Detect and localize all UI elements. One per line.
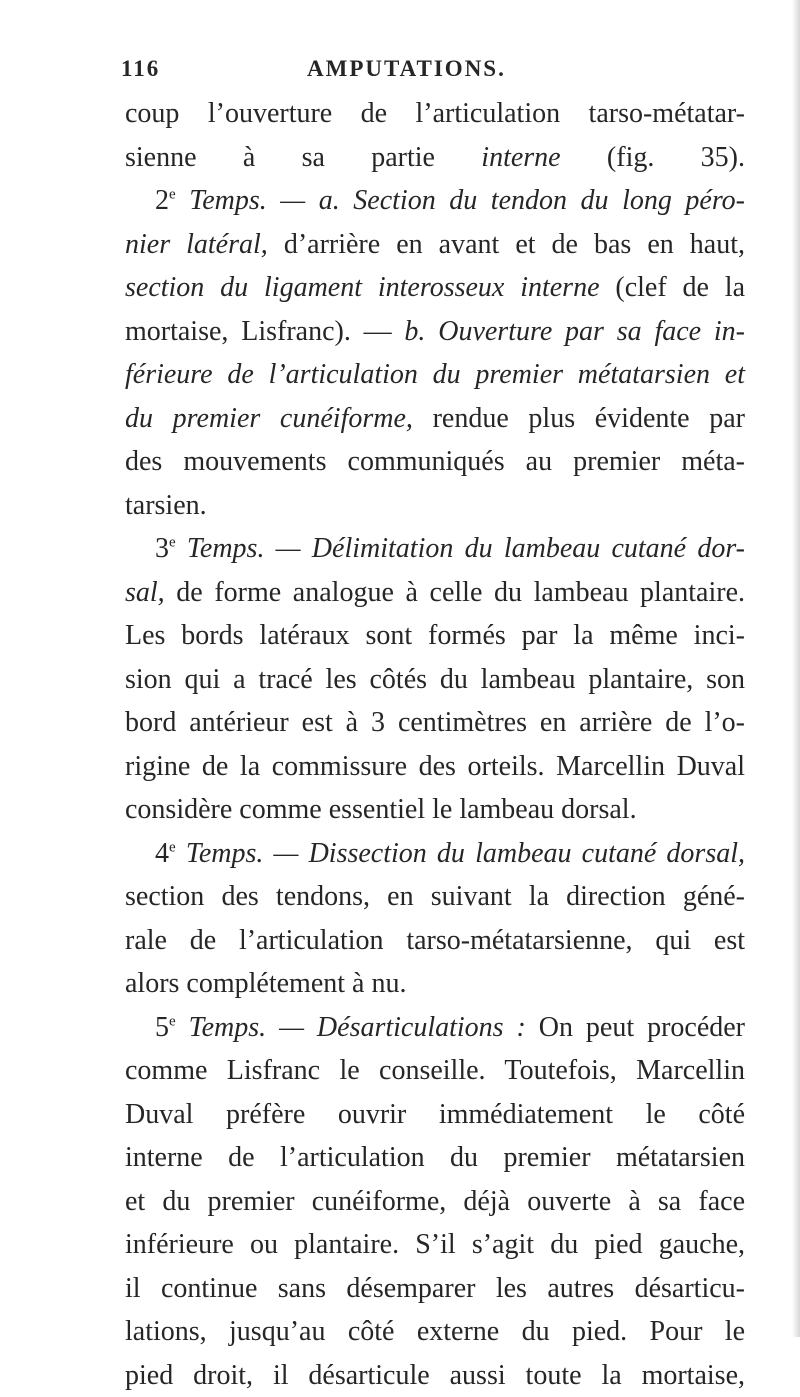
text-run: sienne à sa partie (125, 142, 481, 173)
text-line (125, 1136, 745, 1180)
text-run (176, 1012, 189, 1043)
text-line (125, 1093, 745, 1137)
text-run: sion qui a tracé les côtés du lambeau plantaire, son (125, 664, 745, 695)
italic-run: nier latéral, (125, 229, 268, 260)
text-line (125, 397, 745, 441)
page-edge-shadow (792, 0, 800, 1337)
text-run: bord antérieur est à 3 centimètres en arrière de l’o- (125, 707, 745, 738)
text-run: rale de l’articulation tarso-métatarsienne, qui est (125, 925, 745, 956)
text-line (125, 527, 745, 571)
text-line (125, 1223, 745, 1267)
text-line (125, 962, 745, 1006)
superscript: e (169, 535, 176, 551)
text-line (125, 919, 745, 963)
superscript: e (169, 1013, 176, 1029)
text-line (125, 223, 745, 267)
superscript: e (169, 839, 176, 855)
italic-run: section du ligament interosseux interne (125, 272, 600, 303)
text-line (125, 310, 745, 354)
text-run: On peut procéder (526, 1012, 745, 1043)
text-run: rendue plus évidente par (413, 403, 745, 434)
text-run: considère comme essentiel le lambeau dorsal. (125, 794, 637, 825)
text-line (125, 745, 745, 789)
text-run: il continue sans désemparer les autres désarticu- (125, 1273, 745, 1304)
text-run: comme Lisfranc le conseille. Toutefois, Marcellin (125, 1055, 745, 1086)
text-run: 3 (155, 533, 169, 564)
text-run (176, 533, 187, 564)
text-line (125, 1267, 745, 1311)
text-line (125, 179, 745, 223)
text-run: mortaise, Lisfranc). — (125, 316, 404, 347)
superscript: e (169, 187, 176, 203)
text-line (125, 658, 745, 702)
text-run: 5 (155, 1012, 169, 1043)
italic-run: interne (481, 142, 560, 173)
text-run: d’arrière en avant et de bas en haut, (268, 229, 745, 260)
text-line (125, 571, 745, 615)
italic-run: Temps. — Dissection du lambeau cutané dorsal, (186, 838, 745, 869)
text-run: coup l’ouverture de l’articulation tarso-métatar- (125, 98, 745, 129)
text-run: lations, jusqu’au côté externe du pied. Pour le (125, 1316, 745, 1347)
text-run: section des tendons, en suivant la direction géné- (125, 881, 745, 912)
text-line (125, 832, 745, 876)
text-run (176, 185, 190, 216)
text-line (125, 1354, 745, 1397)
text-line (125, 1180, 745, 1224)
text-run: alors complétement à nu. (125, 968, 406, 999)
text-line (125, 875, 745, 919)
text-run: Duval préfère ouvrir immédiatement le côté (125, 1099, 745, 1130)
text-run: 2 (155, 185, 169, 216)
text-run: pied droit, il désarticule aussi toute la mortaise, (125, 1360, 745, 1391)
text-line (125, 1006, 745, 1050)
text-line (125, 1310, 745, 1354)
text-run: (fig. 35). (561, 142, 745, 173)
text-run: 4 (155, 838, 169, 869)
text-line (125, 92, 745, 136)
text-run: interne de l’articulation du premier métatarsien (125, 1142, 745, 1173)
page-header (121, 56, 741, 82)
running-title: AMPUTATIONS. (216, 56, 741, 82)
italic-run: férieure de l’articulation du premier métatarsien et (125, 359, 745, 390)
text-run: de forme analogue à celle du lambeau plantaire. (165, 577, 745, 608)
text-run (176, 838, 186, 869)
body-text (125, 92, 745, 1397)
text-line (125, 614, 745, 658)
text-run: inférieure ou plantaire. S’il s’agit du pied gauche, (125, 1229, 745, 1260)
italic-run: Temps. — a. Section du tendon du long péro- (189, 185, 745, 216)
text-line (125, 353, 745, 397)
text-run: tarsien. (125, 490, 207, 521)
text-run: et du premier cunéiforme, déjà ouverte à sa face (125, 1186, 745, 1217)
text-run: des mouvements communiqués au premier méta- (125, 446, 745, 477)
text-line (125, 136, 745, 180)
page-number: 116 (121, 56, 216, 82)
italic-run: Temps. — Désarticulations : (189, 1012, 526, 1043)
italic-run: sal, (125, 577, 165, 608)
italic-run: du premier cunéiforme, (125, 403, 413, 434)
text-run: (clef de la (600, 272, 745, 303)
italic-run: b. Ouverture par sa face in- (404, 316, 745, 347)
text-run: Les bords latéraux sont formés par la même inci- (125, 620, 745, 651)
text-line (125, 440, 745, 484)
text-line (125, 1049, 745, 1093)
text-run: rigine de la commissure des orteils. Marcellin Duval (125, 751, 745, 782)
italic-run: Temps. — Délimitation du lambeau cutané dor- (187, 533, 745, 564)
text-line (125, 788, 745, 832)
text-line (125, 701, 745, 745)
text-line (125, 484, 745, 528)
text-line (125, 266, 745, 310)
